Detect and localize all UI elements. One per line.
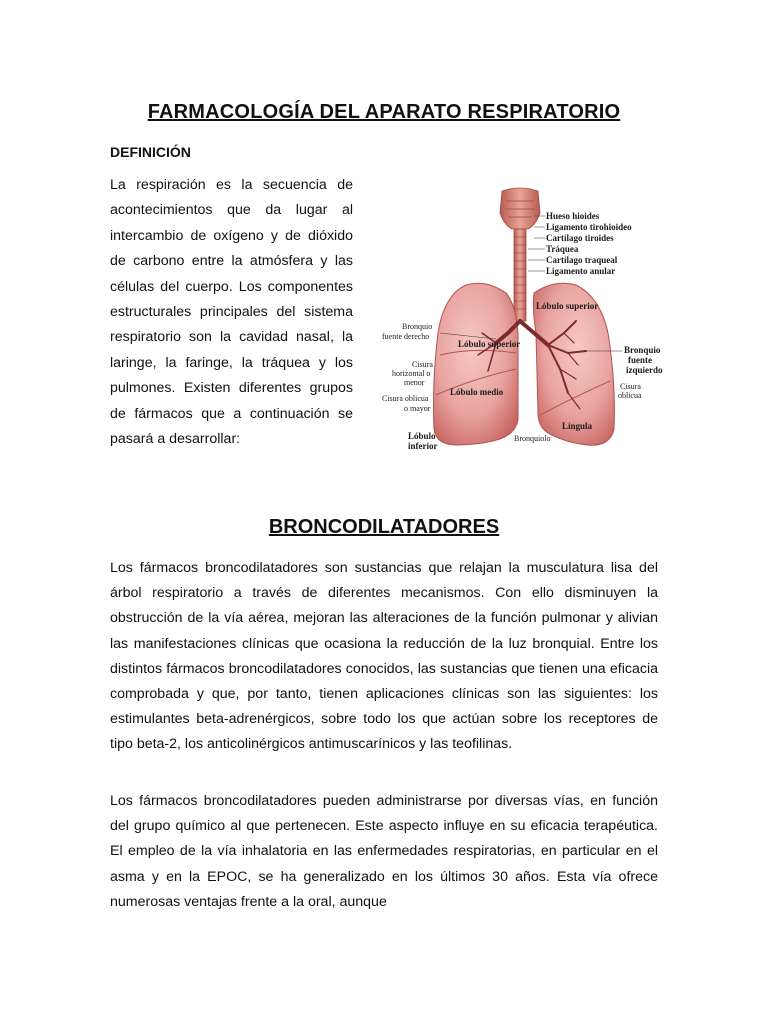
label-cisura-horizontal-1: Cisura — [412, 360, 433, 369]
label-ligamento-tirohioideo: Ligamento tirohioideo — [546, 222, 632, 232]
larynx-shape — [500, 188, 540, 229]
label-bronquio-fuente-izquierdo-3: izquierdo — [626, 365, 663, 375]
right-lung-shape — [434, 283, 519, 445]
label-lobulo-medio: Lóbulo medio — [450, 387, 504, 397]
page-title: FARMACOLOGÍA DEL APARATO RESPIRATORIO — [147, 101, 621, 123]
label-cisura-horizontal-2: horizontal o — [392, 369, 431, 378]
trachea-shape — [514, 229, 526, 321]
label-lobulo-inferior-1: Lóbulo — [408, 431, 436, 441]
label-traquea: Tráquea — [546, 244, 579, 254]
label-bronquio-fuente-derecho-1: Bronquio — [402, 322, 433, 331]
label-cartilago-traqueal: Cartílago traqueal — [546, 255, 618, 265]
broncodilatadores-paragraph-2: Los fármacos broncodilatadores pueden administrarse por diversas vías, en función del grupo químico al que pertenecen. Este aspecto influye en su eficacia terapéutica. El empleo de la vía inhalatoria en las enfermedades respiratorias, en particular en el asma y en la EPOC, se ha generalizado en los últimos 30 años. Esta vía ofrece numerosas ventajas frente a la oral, aunque — [110, 793, 658, 910]
label-bronquiolo: Bronquiolo — [514, 434, 551, 443]
label-bronquio-fuente-izquierdo-2: fuente — [628, 355, 652, 365]
label-lobulo-inferior-2: inferior — [408, 441, 438, 451]
label-lobulo-superior-izquierdo: Lóbulo superior — [536, 301, 599, 311]
label-bronquio-fuente-derecho-2: fuente derecho — [382, 332, 430, 341]
respiratory-system-illustration — [378, 183, 672, 455]
label-lobulo-superior-derecho: Lóbulo superior — [458, 339, 521, 349]
label-cisura-oblicua-derecha-2: o mayor — [404, 404, 431, 413]
label-cisura-oblicua-izquierda-2: oblicua — [618, 391, 642, 400]
section-title-broncodilatadores: BRONCODILATADORES — [268, 516, 500, 538]
label-bronquio-fuente-izquierdo-1: Bronquio — [624, 345, 661, 355]
definition-paragraph: La respiración es la secuencia de acontecimientos que da lugar al intercambio de oxígeno y de dióxido de carbono entre la atmósfera y las células del cuerpo. Los componentes estructurales principales del sistema respiratorio son la cavidad nasal, la laringe, la faringe, la tráquea y los pulmones. Existen diferentes grupos de fármacos que a continuación se pasará a desarrollar: — [110, 177, 353, 448]
label-cisura-oblicua-derecha-1: Cisura oblicua — [382, 394, 429, 403]
broncodilatadores-paragraph-1: Los fármacos broncodilatadores son sustancias que relajan la musculatura lisa del árbol respiratorio a través de diferentes mecanismos. Con ello disminuyen la obstrucción de la vía aérea, mejoran las alteraciones de la función pulmonar y alivian las manifestaciones clínicas que ocasiona la reducción de la luz bronquial. Entre los distintos fármacos broncodilatadores conocidos, las sustancias que tienen una eficacia comprobada y que, por tanto, tienen aplicaciones clínicas son las siguientes: los estimulantes beta-adrenérgicos, sobre todo los que actúan sobre los receptores de tipo beta-2, los anticolinérgicos antimuscarínicos y las teofilinas. — [110, 560, 658, 753]
label-cartilago-tiroides: Cartílago tiroides — [546, 233, 614, 243]
label-hueso-hioides: Hueso hioides — [546, 211, 600, 221]
label-cisura-horizontal-3: menor — [404, 378, 425, 387]
definition-heading: DEFINICIÓN — [110, 144, 191, 160]
label-ligamento-anular: Ligamento anular — [546, 266, 616, 276]
label-lingula: Língula — [562, 421, 593, 431]
label-cisura-oblicua-izquierda-1: Cisura — [620, 382, 641, 391]
